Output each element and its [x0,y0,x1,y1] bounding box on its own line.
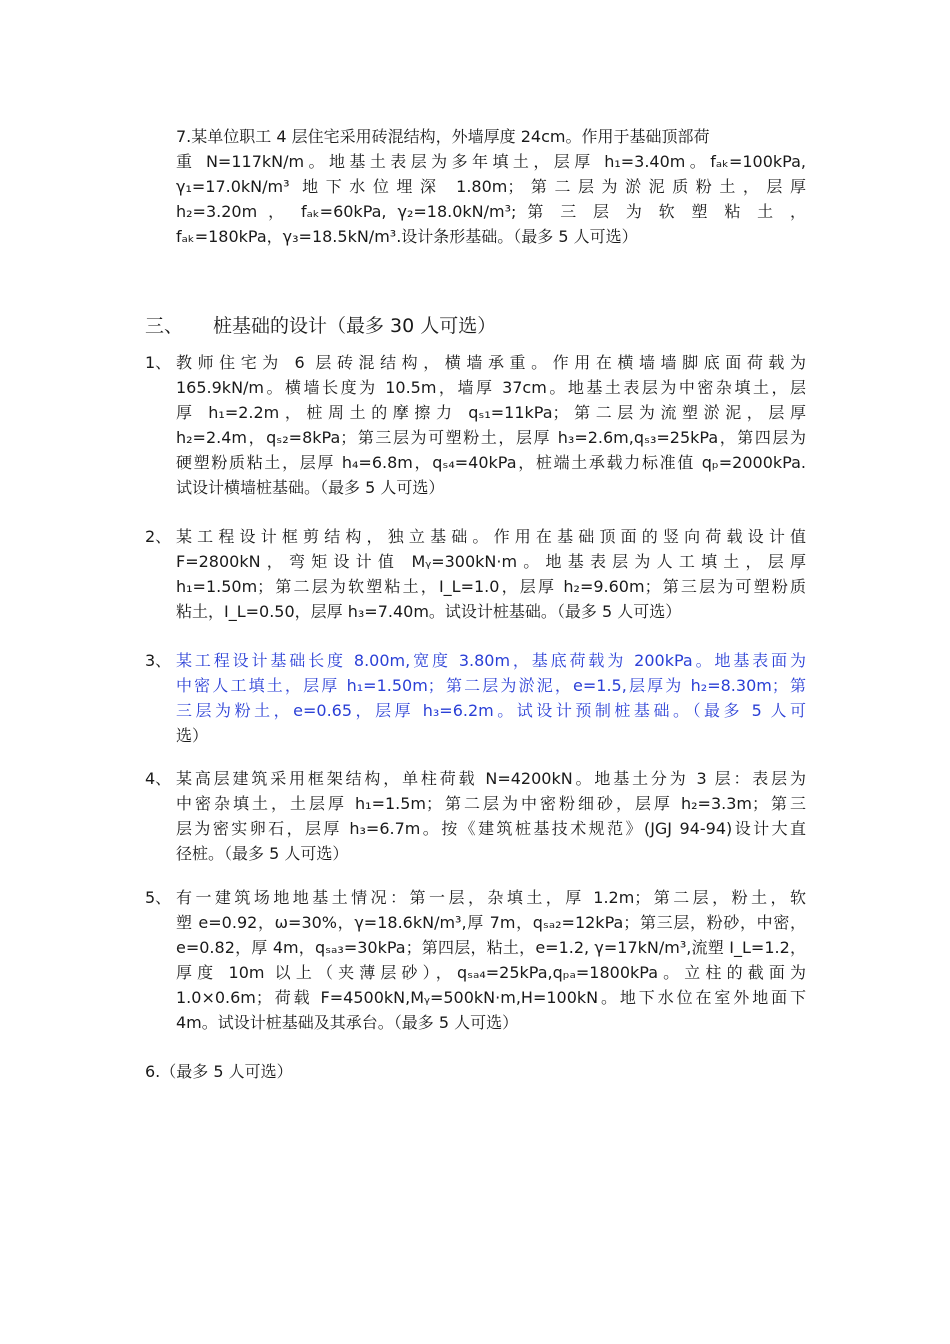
item-line: 4m。试设计桩基础及其承台。（最多 5 人可选） [176,1013,519,1032]
item-4-text [176,766,806,866]
item-line: 教师住宅为 6 层砖混结构，横墙承重。作用在横墙墙脚底面荷载为 [176,353,806,372]
problem-7-line: h₂=3.20m ， fₐₖ=60kPa, γ₂=18.0kN/m³; 第 三 层 为 软 塑 粘 土 ， [176,202,806,221]
problem-7-line: fₐₖ=180kPa，γ₃=18.5kN/m³.设计条形基础。（最多 5 人可选） [176,227,638,246]
item-line: 1.0×0.6m；荷载 F=4500kN,Mᵧ=500kN·m,H=100kN。地下水位在室外地面下 [176,988,806,1007]
item-5-text [176,885,806,1035]
item-line: h₂=2.4m，qₛ₂=8kPa；第三层为可塑粉土，层厚 h₃=2.6m,qₛ₃=25kPa，第四层为 [176,428,806,447]
item-line: 径桩。（最多 5 人可选） [176,844,349,863]
item-3-text [176,648,806,748]
item-line: 三层为粉土，e=0.65，层厚 h₃=6.2m。试设计预制桩基础。（最多 5 人可 [176,701,806,720]
item-line: F=2800kN，弯矩设计值 Mᵧ=300kN·m。地基表层为人工填土，层厚 [176,552,806,571]
item-line: 有一建筑场地地基土情况：第一层，杂填土，厚 1.2m；第二层，粉土，软 [176,888,806,907]
problem-7-line: 重 N=117kN/m。地基土表层为多年填土，层厚 h₁=3.40m。fₐₖ=100kPa, [176,152,806,171]
item-line: h₁=1.50m；第二层为软塑粘土，I_L=1.0，层厚 h₂=9.60m；第三层为可塑粉质 [176,577,806,596]
item-line: 层为密实卵石，层厚 h₃=6.7m。按《建筑桩基技术规范》(JGJ 94-94)设计大直 [176,819,806,838]
item-3-number: 3、 [145,651,172,670]
item-2-text [176,524,806,624]
item-1-number: 1、 [145,353,172,372]
item-1-text [176,350,806,500]
item-line: 试设计横墙桩基础。（最多 5 人可选） [176,478,445,497]
item-line: 某工程设计框剪结构，独立基础。作用在基础顶面的竖向荷载设计值 [176,527,806,546]
item-line: 某高层建筑采用框架结构，单柱荷载 N=4200kN。地基土分为 3 层：表层为 [176,769,806,788]
item-line: 厚度 10m 以上（夹薄层砂），qₛₐ₄=25kPa,qₚₐ=1800kPa。立柱的截面为 [176,963,806,982]
problem-7 [176,124,806,249]
section-title: 桩基础的设计（最多 30 人可选） [213,315,497,337]
item-line: 中密人工填土，层厚 h₁=1.50m；第二层为淤泥，e=1.5,层厚为 h₂=8.30m；第 [176,676,806,695]
item-line: 硬塑粉质粘土，层厚 h₄=6.8m，qₛ₄=40kPa，桩端土承载力标准值 qₚ=2000kPa. [176,453,806,472]
item-line: 某工程设计基础长度 8.00m,宽度 3.80m，基底荷载为 200kPa。地基表面为 [176,651,806,670]
item-6: 6.（最多 5 人可选） [145,1062,293,1081]
item-line: 塑 e=0.92，ω=30%，γ=18.6kN/m³,厚 7m，qₛₐ₂=12kPa；第三层，粉砂，中密， [176,913,806,932]
item-line: e=0.82，厚 4m，qₛₐ₃=30kPa；第四层，粘土，e=1.2, γ=17kN/m³,流塑 I_L=1.2， [176,938,806,957]
item-line: 165.9kN/m。横墙长度为 10.5m，墙厚 37cm。地基土表层为中密杂填土，层 [176,378,806,397]
item-line: 中密杂填土，土层厚 h₁=1.5m；第二层为中密粉细砂，层厚 h₂=3.3m；第三 [176,794,806,813]
section-number: 三、 [145,315,184,337]
item-4-number: 4、 [145,769,172,788]
item-2-number: 2、 [145,527,172,546]
item-line: 选） [176,726,209,745]
problem-7-line: 7.某单位职工 4 层住宅采用砖混结构，外墙厚度 24cm。作用于基础顶部荷 [176,127,710,146]
section-heading [145,313,496,339]
item-line: 粘土，I_L=0.50，层厚 h₃=7.40m。试设计桩基础。（最多 5 人可选） [176,602,682,621]
item-line: 厚 h₁=2.2m，桩周土的摩擦力 qₛ₁=11kPa；第二层为流塑淤泥，层厚 [176,403,806,422]
item-5-number: 5、 [145,888,172,907]
problem-7-line: γ₁=17.0kN/m³ 地下水位埋深 1.80m；第二层为淤泥质粉土，层厚 [176,177,806,196]
